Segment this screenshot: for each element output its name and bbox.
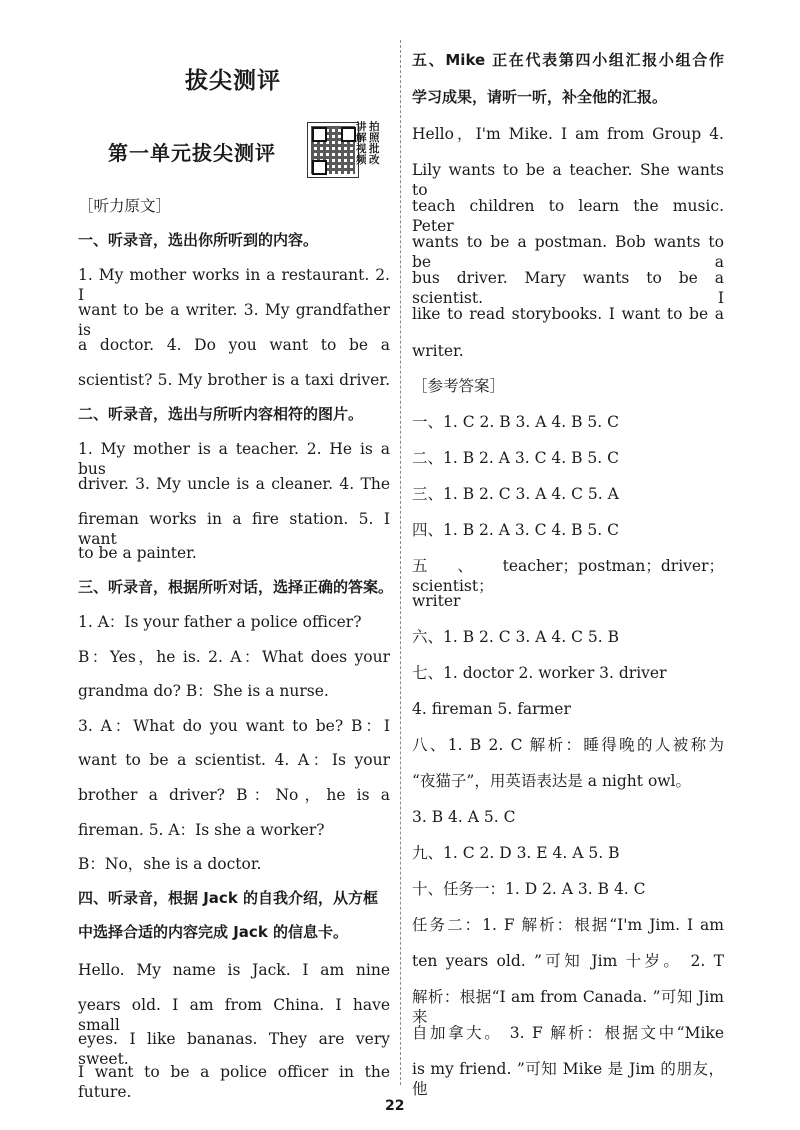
text-line: years old. I am from China. I have small: [78, 996, 390, 1034]
text-line: Lily wants to be a teacher. She wants to: [412, 161, 724, 199]
section-heading: 学习成果，请听一听，补全他的汇报。: [412, 88, 668, 106]
qr-caption-char: 拍: [369, 121, 380, 133]
section-heading: 三、听录音，根据所听对话，选择正确的答案。: [78, 578, 394, 596]
text-line: 1. A：Is your father a police officer?: [78, 613, 362, 631]
text-line: eyes. I like bananas. They are very sweet.: [78, 1030, 390, 1068]
answer-line: 四、1. B 2. A 3. C 4. B 5. C: [412, 521, 619, 539]
answer-line: 一、1. C 2. B 3. A 4. B 5. C: [412, 413, 619, 431]
answer-line: 三、1. B 2. C 3. A 4. C 5. A: [412, 485, 619, 503]
page-title: 拔尖测评: [185, 68, 281, 94]
qr-caption-char: 频: [356, 154, 367, 166]
qr-caption-char: 视: [356, 143, 367, 155]
text-line: a doctor. 4. Do you want to be a: [78, 336, 390, 354]
qr-caption-char: 批: [369, 143, 380, 155]
text-line: like to read storybooks. I want to be a: [412, 305, 724, 323]
answer-line: 解析：根据“I am from Canada. ”可知 Jim 来: [412, 988, 724, 1026]
text-line: to be a painter.: [78, 544, 197, 562]
section-heading: 一、听录音，选出你所听到的内容。: [78, 231, 319, 249]
text-line: Hello. My name is Jack. I am nine: [78, 961, 390, 979]
text-line: wants to be a postman. Bob wants to be a: [412, 233, 724, 271]
section-heading: 二、听录音，选出与所听内容相符的图片。: [78, 405, 364, 423]
text-line: I want to be a police officer in the future.: [78, 1063, 390, 1101]
answer-line: 十、任务一：1. D 2. A 3. B 4. C: [412, 880, 646, 898]
text-line: B：No，she is a doctor.: [78, 855, 262, 873]
text-line: want to be a writer. 3. My grandfather is: [78, 301, 390, 339]
qr-caption-char: 照: [369, 132, 380, 144]
text-line: 1. My mother is a teacher. 2. He is a bus: [78, 440, 390, 478]
answer-line: 八、1. B 2. C 解析：睡得晚的人被称为: [412, 736, 724, 754]
text-line: Hello，I'm Mike. I am from Group 4.: [412, 125, 724, 143]
answer-line: 自加拿大。 3. F 解析：根据文中“Mike: [412, 1024, 724, 1042]
text-line: fireman works in a fire station. 5. I want: [78, 510, 390, 548]
text-line: grandma do? B：She is a nurse.: [78, 682, 329, 700]
qr-caption-char: 改: [369, 154, 380, 166]
section-label: ［参考答案］: [412, 377, 506, 395]
text-line: B：Yes，he is. 2. A：What does your: [78, 648, 390, 666]
answer-line: writer: [412, 592, 461, 610]
qr-caption: [356, 122, 382, 166]
answer-line: 4. fireman 5. farmer: [412, 700, 571, 718]
answer-line: 二、1. B 2. A 3. C 4. B 5. C: [412, 449, 619, 467]
section-heading: 五、Mike 正在代表第四小组汇报小组合作: [412, 51, 724, 69]
page-number: 22: [385, 1098, 405, 1114]
text-line: 1. My mother works in a restaurant. 2. I: [78, 266, 390, 304]
answer-line: 九、1. C 2. D 3. E 4. A 5. B: [412, 844, 620, 862]
text-line: writer.: [412, 342, 464, 360]
qr-code-icon[interactable]: [307, 122, 359, 178]
unit-title: 第一单元拔尖测评: [108, 141, 276, 165]
answer-line: 七、1. doctor 2. worker 3. driver: [412, 664, 667, 682]
qr-caption-char: 讲: [356, 121, 367, 133]
text-line: brother a driver? B：No，he is a: [78, 786, 390, 804]
answer-line: 3. B 4. A 5. C: [412, 808, 516, 826]
text-line: want to be a scientist. 4. A：Is your: [78, 751, 390, 769]
answer-line: is my friend. ”可知 Mike 是 Jim 的朋友，他: [412, 1060, 724, 1098]
section-label: ［听力原文］: [78, 197, 172, 215]
answer-line: ten years old. ”可知 Jim 十岁。 2. T: [412, 952, 724, 970]
answer-line: 五、teacher；postman；driver；scientist；: [412, 557, 724, 595]
section-heading: 四、听录音，根据 Jack 的自我介绍，从方框: [78, 889, 379, 907]
text-line: driver. 3. My uncle is a cleaner. 4. The: [78, 475, 390, 493]
text-line: teach children to learn the music. Peter: [412, 197, 724, 235]
section-heading: 中选择合适的内容完成 Jack 的信息卡。: [78, 923, 349, 941]
text-line: scientist? 5. My brother is a taxi driver.: [78, 371, 390, 389]
column-divider: [400, 40, 401, 1085]
text-line: bus driver. Mary wants to be a scientist. I: [412, 269, 724, 307]
text-line: fireman. 5. A：Is she a worker?: [78, 821, 325, 839]
answer-line: 任务二：1. F 解析：根据“I'm Jim. I am: [412, 916, 724, 934]
answer-line: “夜猫子”，用英语表达是 a night owl。: [412, 772, 692, 790]
text-line: 3. A：What do you want to be? B：I: [78, 717, 390, 735]
qr-caption-char: 解: [356, 132, 367, 144]
answer-line: 六、1. B 2. C 3. A 4. C 5. B: [412, 628, 619, 646]
